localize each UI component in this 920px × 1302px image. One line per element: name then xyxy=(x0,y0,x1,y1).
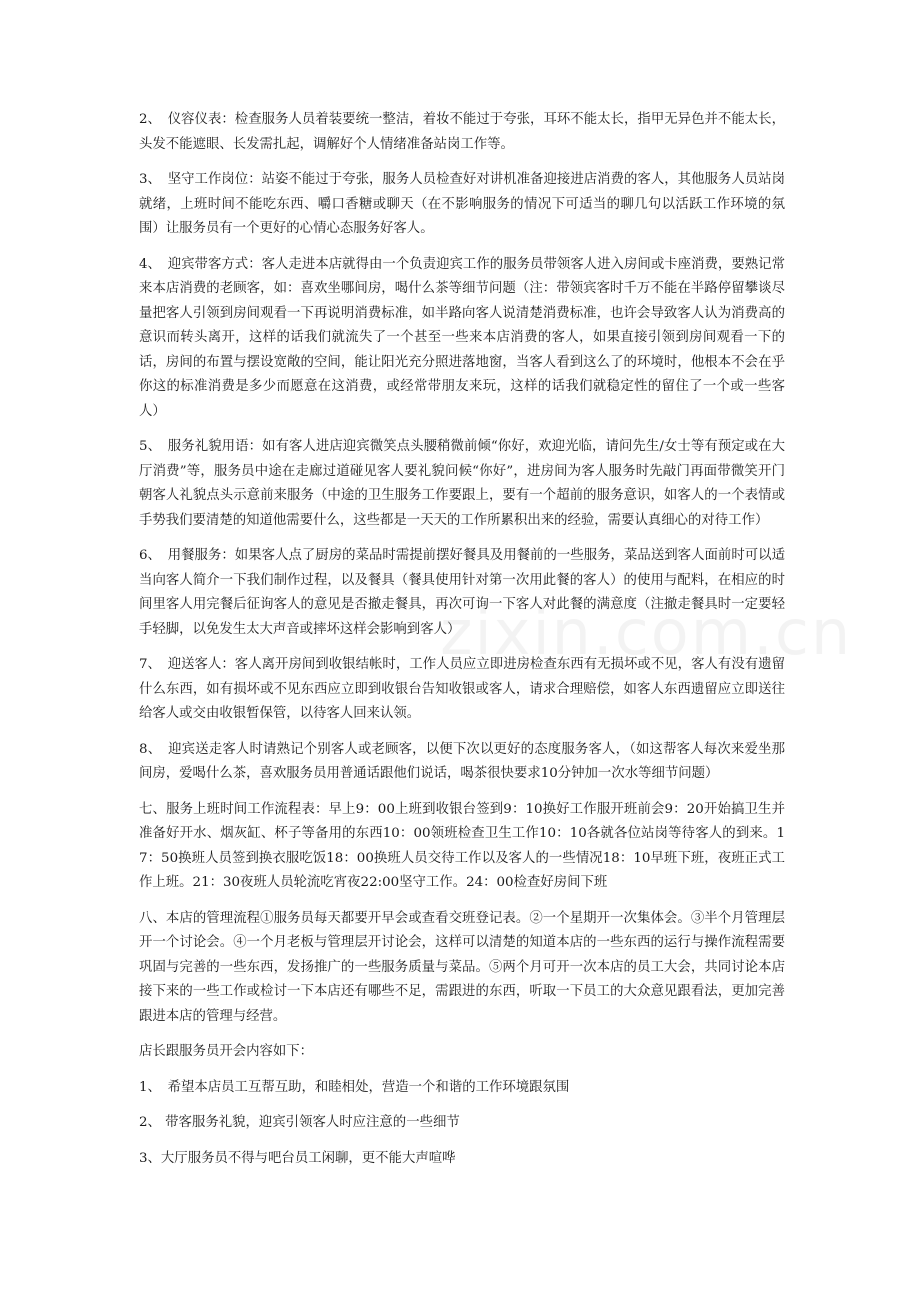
paragraph-section-7-schedule: 七、服务上班时间工作流程表：早上9：00上班到收银台签到9：10换好工作服开班前会9：20开始搞卫生并准备好开水、烟灰缸、杯子等备用的东西10：00领班检查卫生工作10：10各就各位站岗等待客人的到来。17：50换班人员签到换衣服吃饭18：00换班人员交待工作以及客人的一些情况18：10早班下班，夜班正式工作上班。21：30夜班人员轮流吃宵夜22:00坚守工作。24：00检查好房间下班 xyxy=(139,801,785,890)
paragraph-item-3-post: 3、 坚守工作岗位：站姿不能过于夸张，服务人员检查好对讲机准备迎接进店消费的客人，其他服务人员站岗就绪，上班时间不能吃东西、嚼口香糖或聊天（在不影响服务的情况下可适当的聊几句以活跃工作环境的氛围）让服务员有一个更好的心情心态服务好客人。 xyxy=(139,172,785,236)
paragraph-meeting-item-3: 3、大厅服务员不得与吧台员工闲聊，更不能大声喧哗 xyxy=(139,1150,456,1166)
paragraph-section-8-management: 八、本店的管理流程①服务员每天都要开早会或查看交班登记表。②一个星期开一次集体会。③半个月管理层开一个讨论会。④一个月老板与管理层开讨论会，这样可以清楚的知道本店的一些东西的运行与操作流程需要巩固与完善的一些东西，发扬推广的一些服务质量与菜品。⑤两个月可开一次本店的员工大会，共同讨论本店接下来的一些工作或检讨一下本店还有哪些不足，需跟进的东西，听取一下员工的大众意见跟看法，更加完善跟进本店的管理与经营。 xyxy=(139,910,785,1024)
paragraph-item-8-regulars: 8、 迎宾送走客人时请熟记个别客人或老顾客，以便下次以更好的态度服务客人，（如这帮客人每次来爱坐那间房，爱喝什么茶，喜欢服务员用普通话跟他们说话，喝茶很快要求10分钟加一次水等细节问题） xyxy=(139,741,785,781)
paragraph-meeting-heading: 店长跟服务员开会内容如下： xyxy=(139,1044,314,1059)
paragraph-item-2-appearance: 2、 仪容仪表：检查服务人员着装要统一整洁，着妆不能过于夸张，耳环不能太长，指甲无异色并不能太长，头发不能遮眼、长发需扎起，调解好个人情绪准备站岗工作等。 xyxy=(139,112,785,152)
paragraph-meeting-item-1: 1、 希望本店员工互帮互助，和睦相处，营造一个和谐的工作环境跟氛围 xyxy=(139,1079,570,1095)
paragraph-item-7-seeing-off: 7、 迎送客人：客人离开房间到收银结帐时，工作人员应立即进房检查东西有无损坏或不见，客人有没有遗留什么东西，如有损坏或不见东西应立即到收银台告知收银或客人，请求合理赔偿，如客人东西遗留应立即送往给客人或交由收银暂保管，以待客人回来认领。 xyxy=(139,657,785,721)
paragraph-item-6-dining: 6、 用餐服务：如果客人点了厨房的菜品时需提前摆好餐具及用餐前的一些服务，菜品送到客人面前时可以适当向客人简介一下我们制作过程，以及餐具（餐具使用针对第一次用此餐的客人）的使用与配料，在相应的时间里客人用完餐后征询客人的意见是否撤走餐具，再次可询一下客人对此餐的满意度（注撤走餐具时一定要轻手轻脚，以免发生太大声音或摔坏这样会影响到客人） xyxy=(139,548,785,637)
paragraph-meeting-item-2: 2、 带客服务礼貌，迎宾引领客人时应注意的一些细节 xyxy=(139,1115,460,1130)
paragraph-item-5-courtesy: 5、 服务礼貌用语：如有客人进店迎宾微笑点头腰稍微前倾“你好，欢迎光临，请问先生/女士等有预定或在大厅消费”等，服务员中途在走廊过道碰见客人要礼貌问候“你好”，进房间为客人服务时先敲门再面带微笑开门朝客人礼貌点头示意前来服务（中途的卫生服务工作要跟上，要有一个超前的服务意识，如客人的一个表情或手势我们要清楚的知道他需要什么，这些都是一天天的工作所累积出来的经验，需要认真细心的对待工作） xyxy=(139,439,785,528)
document-body xyxy=(139,108,785,1182)
paragraph-item-4-greeting: 4、 迎宾带客方式：客人走进本店就得由一个负责迎宾工作的服务员带领客人进入房间或卡座消费，要熟记常来本店消费的老顾客，如：喜欢坐哪间房，喝什么茶等细节问题（注：带领宾客时千万不能在半路停留攀谈尽量把客人引领到房间观看一下再说明消费标准，如半路向客人说清楚消费标准，也许会导致客人认为消费高的意识而转头离开，这样的话我们就流失了一个甚至一些来本店消费的客人，如果直接引领到房间观看一下的话，房间的布置与摆设宽敞的空间，能让阳光充分照进落地窗，当客人看到这么了的环境时，他根本不会在乎你这的标准消费是多少而愿意在这消费，或经常带朋友来玩，这样的话我们就稳定性的留住了一个或一些客人） xyxy=(139,256,785,419)
